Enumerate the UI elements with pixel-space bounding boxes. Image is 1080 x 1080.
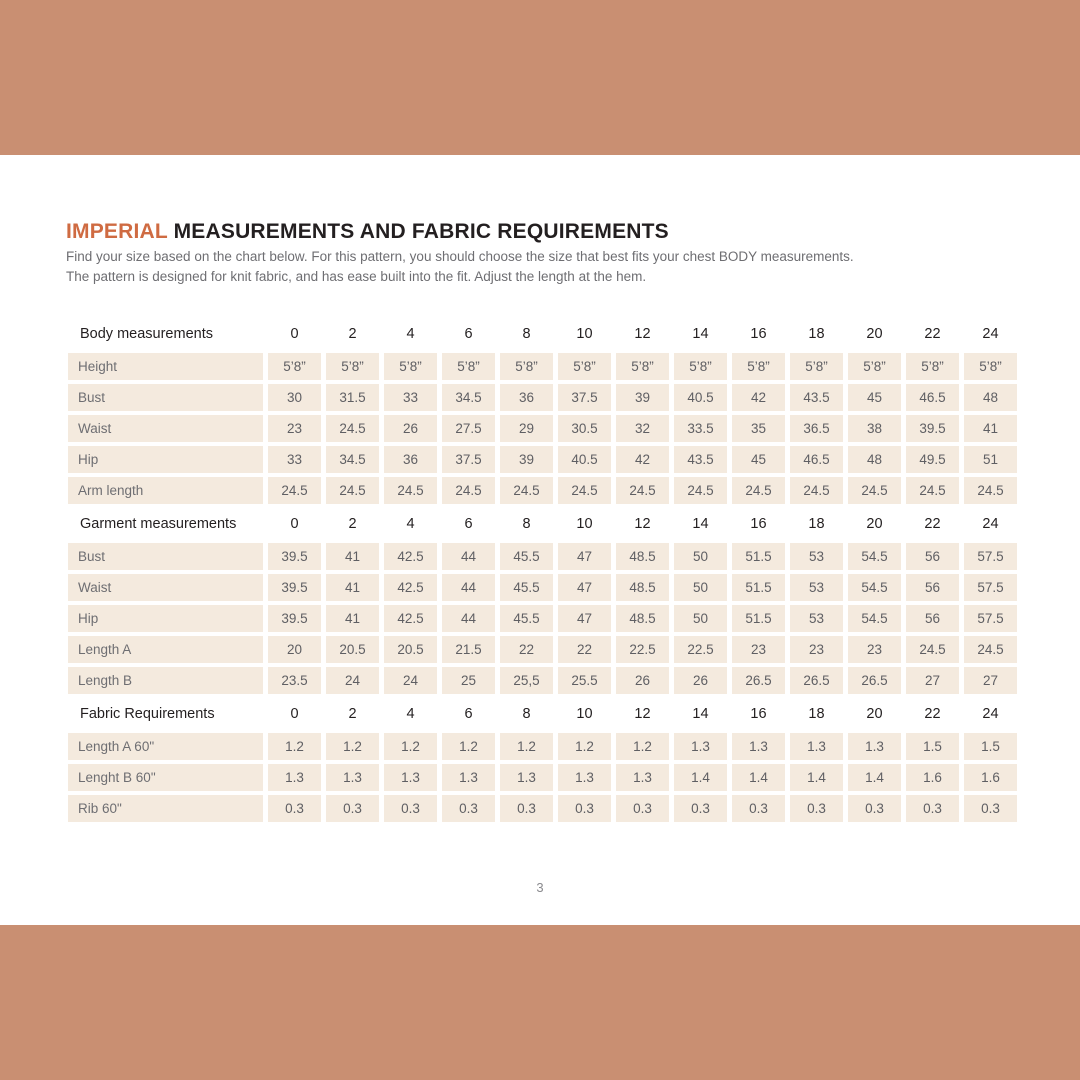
- table-cell: 33: [268, 446, 321, 473]
- table-cell: 24.5: [906, 477, 959, 504]
- table-cell: 22: [500, 636, 553, 663]
- size-column-header: 16: [750, 325, 767, 342]
- table-cell: 0.3: [848, 795, 901, 822]
- size-column-header: 12: [634, 325, 651, 342]
- table-cell: 33.5: [674, 415, 727, 442]
- row-label: Length A 60": [68, 733, 263, 760]
- table-cell: 25.5: [558, 667, 611, 694]
- page-subtitle: [66, 247, 854, 287]
- section-header-row: [68, 698, 1012, 729]
- table-cell: 53: [790, 543, 843, 570]
- table-cell: 24: [384, 667, 437, 694]
- size-column-header: 8: [522, 515, 531, 532]
- row-label: Arm length: [68, 477, 263, 504]
- table-cell: 41: [964, 415, 1017, 442]
- table-cell: 25,5: [500, 667, 553, 694]
- size-column-header: 22: [924, 705, 941, 722]
- size-column-header: 14: [692, 515, 709, 532]
- table-cell: 44: [442, 605, 495, 632]
- table-cell: 22: [558, 636, 611, 663]
- table-cell: 50: [674, 543, 727, 570]
- section-title: Garment measurements: [80, 515, 237, 532]
- row-label: Height: [68, 353, 263, 380]
- table-row: [68, 795, 1012, 822]
- table-cell: 36: [384, 446, 437, 473]
- page-content: [0, 155, 1080, 925]
- page-title-highlight: IMPERIAL: [66, 220, 168, 243]
- table-cell: 25: [442, 667, 495, 694]
- table-cell: 26.5: [732, 667, 785, 694]
- table-cell: 39.5: [268, 574, 321, 601]
- table-cell: 5’8”: [268, 353, 321, 380]
- table-cell: 1.4: [848, 764, 901, 791]
- table-row: [68, 574, 1012, 601]
- table-cell: 5’8”: [616, 353, 669, 380]
- size-column-header: 20: [866, 325, 883, 342]
- page-title: [66, 220, 669, 244]
- table-cell: 33: [384, 384, 437, 411]
- table-cell: 1.3: [674, 733, 727, 760]
- table-cell: 51.5: [732, 605, 785, 632]
- table-cell: 56: [906, 574, 959, 601]
- subtitle-line-1: Find your size based on the chart below. For this pattern, you should choose the size that best fits your chest BODY measurements.: [66, 249, 854, 264]
- table-cell: 34.5: [326, 446, 379, 473]
- table-cell: 1.3: [848, 733, 901, 760]
- table-cell: 0.3: [790, 795, 843, 822]
- row-label: Bust: [68, 384, 263, 411]
- table-cell: 1.2: [268, 733, 321, 760]
- bottom-decorative-band: [0, 925, 1080, 1080]
- table-cell: 5’8”: [442, 353, 495, 380]
- table-cell: 24.5: [732, 477, 785, 504]
- table-cell: 5’8”: [384, 353, 437, 380]
- table-cell: 39.5: [268, 605, 321, 632]
- table-cell: 24.5: [616, 477, 669, 504]
- table-cell: 1.2: [442, 733, 495, 760]
- table-row: [68, 384, 1012, 411]
- table-cell: 21.5: [442, 636, 495, 663]
- subtitle-line-2: The pattern is designed for knit fabric, and has ease built into the fit. Adjust the length at the hem.: [66, 269, 647, 284]
- table-cell: 23: [848, 636, 901, 663]
- table-cell: 5’8”: [326, 353, 379, 380]
- top-decorative-band: [0, 0, 1080, 155]
- section-header-row: [68, 318, 1012, 349]
- table-cell: 1.2: [616, 733, 669, 760]
- row-label: Hip: [68, 446, 263, 473]
- table-cell: 53: [790, 574, 843, 601]
- row-label: Lenght B 60": [68, 764, 263, 791]
- table-cell: 42.5: [384, 605, 437, 632]
- table-cell: 23: [790, 636, 843, 663]
- size-column-header: 20: [866, 515, 883, 532]
- table-cell: 53: [790, 605, 843, 632]
- table-cell: 47: [558, 605, 611, 632]
- table-cell: 24.5: [848, 477, 901, 504]
- table-cell: 57.5: [964, 605, 1017, 632]
- table-cell: 1.3: [384, 764, 437, 791]
- table-cell: 48: [964, 384, 1017, 411]
- table-cell: 0.3: [500, 795, 553, 822]
- size-column-header: 2: [348, 325, 357, 342]
- size-column-header: 16: [750, 515, 767, 532]
- section-title: Fabric Requirements: [80, 705, 215, 722]
- table-cell: 49.5: [906, 446, 959, 473]
- table-cell: 40.5: [674, 384, 727, 411]
- table-cell: 39.5: [906, 415, 959, 442]
- table-cell: 42: [732, 384, 785, 411]
- table-cell: 54.5: [848, 543, 901, 570]
- table-cell: 5’8”: [732, 353, 785, 380]
- table-cell: 57.5: [964, 543, 1017, 570]
- table-row: [68, 636, 1012, 663]
- table-cell: 0.3: [732, 795, 785, 822]
- table-row: [68, 446, 1012, 473]
- table-cell: 41: [326, 605, 379, 632]
- table-cell: 1.4: [674, 764, 727, 791]
- row-label: Hip: [68, 605, 263, 632]
- table-cell: 26: [616, 667, 669, 694]
- table-cell: 51.5: [732, 543, 785, 570]
- table-cell: 24.5: [268, 477, 321, 504]
- table-cell: 1.3: [616, 764, 669, 791]
- size-column-header: 0: [290, 515, 299, 532]
- table-cell: 44: [442, 543, 495, 570]
- size-column-header: 12: [634, 705, 651, 722]
- table-cell: 1.4: [732, 764, 785, 791]
- table-cell: 36.5: [790, 415, 843, 442]
- size-column-header: 24: [982, 515, 999, 532]
- size-column-header: 16: [750, 705, 767, 722]
- size-column-header: 12: [634, 515, 651, 532]
- table-cell: 0.3: [906, 795, 959, 822]
- table-cell: 30.5: [558, 415, 611, 442]
- table-cell: 48.5: [616, 574, 669, 601]
- table-cell: 46.5: [790, 446, 843, 473]
- table-cell: 26.5: [790, 667, 843, 694]
- row-label: Bust: [68, 543, 263, 570]
- table-cell: 20.5: [384, 636, 437, 663]
- table-cell: 47: [558, 574, 611, 601]
- table-cell: 40.5: [558, 446, 611, 473]
- size-column-header: 0: [290, 325, 299, 342]
- table-cell: 1.6: [906, 764, 959, 791]
- section-header-row: [68, 508, 1012, 539]
- size-column-header: 24: [982, 705, 999, 722]
- size-column-header: 6: [464, 705, 473, 722]
- size-column-header: 4: [406, 705, 415, 722]
- table-cell: 29: [500, 415, 553, 442]
- table-cell: 24.5: [326, 477, 379, 504]
- table-cell: 1.2: [326, 733, 379, 760]
- table-cell: 56: [906, 543, 959, 570]
- table-cell: 26: [674, 667, 727, 694]
- table-cell: 0.3: [964, 795, 1017, 822]
- row-label: Waist: [68, 415, 263, 442]
- table-cell: 50: [674, 605, 727, 632]
- size-column-header: 0: [290, 705, 299, 722]
- table-cell: 32: [616, 415, 669, 442]
- row-label: Rib 60": [68, 795, 263, 822]
- table-cell: 54.5: [848, 574, 901, 601]
- table-cell: 24.5: [964, 636, 1017, 663]
- size-column-header: 4: [406, 325, 415, 342]
- size-column-header: 6: [464, 325, 473, 342]
- size-column-header: 6: [464, 515, 473, 532]
- table-cell: 1.3: [326, 764, 379, 791]
- table-cell: 51: [964, 446, 1017, 473]
- table-cell: 30: [268, 384, 321, 411]
- table-cell: 1.3: [732, 733, 785, 760]
- table-cell: 31.5: [326, 384, 379, 411]
- row-label: Waist: [68, 574, 263, 601]
- page-number: 3: [536, 880, 544, 895]
- table-cell: 27.5: [442, 415, 495, 442]
- table-cell: 24.5: [906, 636, 959, 663]
- table-cell: 20: [268, 636, 321, 663]
- table-cell: 5’8”: [500, 353, 553, 380]
- table-cell: 24.5: [964, 477, 1017, 504]
- table-cell: 0.3: [268, 795, 321, 822]
- table-cell: 0.3: [674, 795, 727, 822]
- table-cell: 24.5: [558, 477, 611, 504]
- table-row: [68, 605, 1012, 632]
- table-cell: 1.5: [964, 733, 1017, 760]
- table-cell: 5’8”: [790, 353, 843, 380]
- table-cell: 0.3: [616, 795, 669, 822]
- table-cell: 1.3: [442, 764, 495, 791]
- table-cell: 41: [326, 543, 379, 570]
- table-row: [68, 764, 1012, 791]
- table-cell: 1.4: [790, 764, 843, 791]
- size-column-header: 10: [576, 705, 593, 722]
- table-row: [68, 543, 1012, 570]
- size-column-header: 2: [348, 705, 357, 722]
- table-cell: 39.5: [268, 543, 321, 570]
- table-cell: 1.3: [558, 764, 611, 791]
- table-cell: 48.5: [616, 543, 669, 570]
- table-cell: 37.5: [442, 446, 495, 473]
- table-cell: 26.5: [848, 667, 901, 694]
- size-column-header: 14: [692, 705, 709, 722]
- size-column-header: 22: [924, 325, 941, 342]
- table-cell: 42.5: [384, 543, 437, 570]
- size-column-header: 8: [522, 325, 531, 342]
- table-cell: 54.5: [848, 605, 901, 632]
- table-cell: 50: [674, 574, 727, 601]
- table-cell: 24.5: [500, 477, 553, 504]
- size-column-header: 14: [692, 325, 709, 342]
- table-cell: 34.5: [442, 384, 495, 411]
- table-cell: 24.5: [790, 477, 843, 504]
- table-row: [68, 477, 1012, 504]
- table-cell: 45: [848, 384, 901, 411]
- table-cell: 35: [732, 415, 785, 442]
- table-cell: 0.3: [442, 795, 495, 822]
- table-cell: 1.3: [268, 764, 321, 791]
- table-cell: 24.5: [442, 477, 495, 504]
- table-row: [68, 415, 1012, 442]
- table-cell: 22.5: [674, 636, 727, 663]
- size-column-header: 22: [924, 515, 941, 532]
- table-cell: 48: [848, 446, 901, 473]
- table-row: [68, 667, 1012, 694]
- table-cell: 24.5: [384, 477, 437, 504]
- table-cell: 24.5: [674, 477, 727, 504]
- table-cell: 45.5: [500, 543, 553, 570]
- size-column-header: 20: [866, 705, 883, 722]
- table-cell: 5’8”: [906, 353, 959, 380]
- table-cell: 1.2: [558, 733, 611, 760]
- table-cell: 45.5: [500, 605, 553, 632]
- table-cell: 1.3: [790, 733, 843, 760]
- table-cell: 43.5: [790, 384, 843, 411]
- table-cell: 41: [326, 574, 379, 601]
- table-cell: 39: [500, 446, 553, 473]
- table-cell: 23: [268, 415, 321, 442]
- table-cell: 1.2: [384, 733, 437, 760]
- page-title-rest: MEASUREMENTS AND FABRIC REQUIREMENTS: [167, 220, 669, 243]
- table-cell: 56: [906, 605, 959, 632]
- size-column-header: 10: [576, 325, 593, 342]
- table-cell: 26: [384, 415, 437, 442]
- table-cell: 20.5: [326, 636, 379, 663]
- table-cell: 45: [732, 446, 785, 473]
- table-cell: 43.5: [674, 446, 727, 473]
- table-cell: 23.5: [268, 667, 321, 694]
- table-cell: 27: [964, 667, 1017, 694]
- size-column-header: 10: [576, 515, 593, 532]
- row-label: Length B: [68, 667, 263, 694]
- table-cell: 0.3: [326, 795, 379, 822]
- table-cell: 45.5: [500, 574, 553, 601]
- table-cell: 42.5: [384, 574, 437, 601]
- table-cell: 1.6: [964, 764, 1017, 791]
- table-cell: 46.5: [906, 384, 959, 411]
- table-cell: 1.5: [906, 733, 959, 760]
- table-cell: 23: [732, 636, 785, 663]
- table-cell: 5’8”: [674, 353, 727, 380]
- table-cell: 42: [616, 446, 669, 473]
- table-cell: 1.2: [500, 733, 553, 760]
- table-cell: 24.5: [326, 415, 379, 442]
- table-cell: 5’8”: [558, 353, 611, 380]
- table-cell: 37.5: [558, 384, 611, 411]
- size-column-header: 8: [522, 705, 531, 722]
- table-cell: 38: [848, 415, 901, 442]
- table-cell: 51.5: [732, 574, 785, 601]
- size-column-header: 4: [406, 515, 415, 532]
- table-cell: 5’8”: [848, 353, 901, 380]
- table-cell: 57.5: [964, 574, 1017, 601]
- table-row: [68, 353, 1012, 380]
- table-row: [68, 733, 1012, 760]
- size-column-header: 18: [808, 705, 825, 722]
- section-title: Body measurements: [80, 325, 213, 342]
- table-cell: 44: [442, 574, 495, 601]
- size-column-header: 2: [348, 515, 357, 532]
- table-cell: 39: [616, 384, 669, 411]
- table-cell: 47: [558, 543, 611, 570]
- size-column-header: 18: [808, 515, 825, 532]
- table-cell: 48.5: [616, 605, 669, 632]
- size-column-header: 18: [808, 325, 825, 342]
- table-cell: 22.5: [616, 636, 669, 663]
- table-cell: 5’8”: [964, 353, 1017, 380]
- table-cell: 24: [326, 667, 379, 694]
- size-column-header: 24: [982, 325, 999, 342]
- table-cell: 36: [500, 384, 553, 411]
- measurements-table: [68, 318, 1012, 826]
- table-cell: 0.3: [558, 795, 611, 822]
- row-label: Length A: [68, 636, 263, 663]
- table-cell: 27: [906, 667, 959, 694]
- table-cell: 0.3: [384, 795, 437, 822]
- table-cell: 1.3: [500, 764, 553, 791]
